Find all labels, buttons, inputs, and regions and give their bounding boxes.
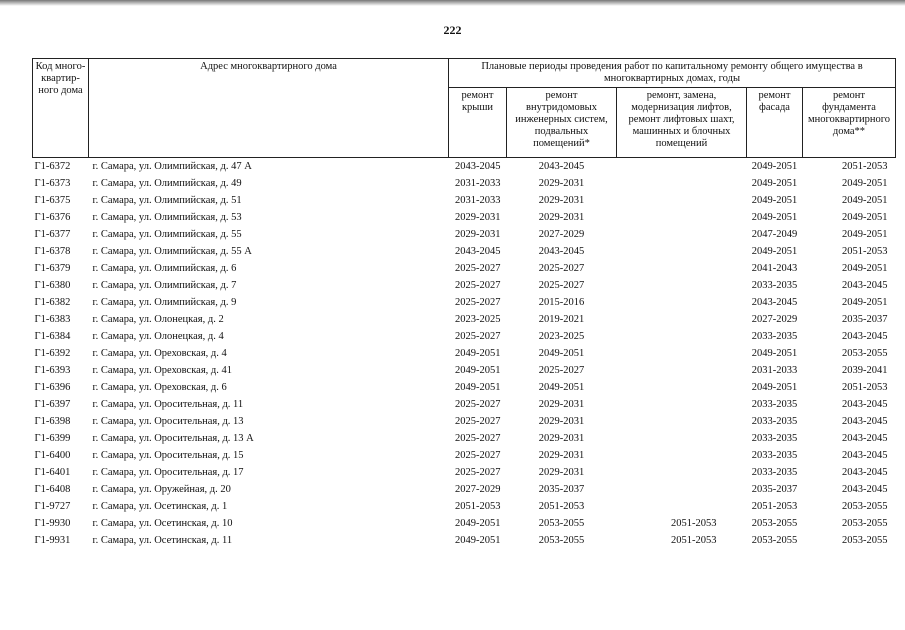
cell-code: Г1-6379 [34, 263, 71, 274]
table-row [33, 447, 896, 464]
cell-facade: 2027-2029 [751, 314, 798, 325]
cell-roof: 2025-2027 [455, 263, 501, 274]
cell-code: Г1-6401 [34, 467, 71, 478]
cell-lifts [617, 430, 747, 447]
cell-address: г. Самара, ул. Олимпийская, д. 9 [92, 297, 237, 308]
table-row [33, 464, 896, 481]
cell-foundation: 2043-2045 [842, 416, 888, 427]
cell-roof: 2027-2029 [455, 484, 501, 495]
cell-facade: 2049-2051 [751, 246, 798, 257]
cell-facade: 2033-2035 [751, 280, 798, 291]
cell-lifts [617, 345, 747, 362]
cell-foundation: 2049-2051 [842, 212, 888, 223]
header-facade: ремонт фасада [747, 88, 803, 158]
cell-lifts [617, 158, 747, 176]
cell-code: Г1-6372 [33, 158, 89, 176]
cell-code: Г1-9931 [34, 535, 71, 546]
table-row [33, 396, 896, 413]
cell-address: г. Самара, ул. Оросительная, д. 17 [92, 467, 244, 478]
cell-code: Г1-6384 [34, 331, 71, 342]
cell-foundation: 2051-2053 [842, 382, 888, 393]
cell-lifts [617, 396, 747, 413]
cell-code: Г1-6400 [34, 450, 71, 461]
cell-lifts [617, 209, 747, 226]
cell-lifts [617, 226, 747, 243]
header-periods-group: Плановые периоды проведения работ по капитальному ремонту общего имущества в многоквартирных домах, годы [449, 59, 896, 88]
cell-lifts [617, 498, 747, 515]
cell-address: г. Самара, ул. Олимпийская, д. 47 А [89, 158, 449, 176]
cell-facade: 2033-2035 [751, 467, 798, 478]
cell-roof: 2031-2033 [455, 178, 501, 189]
table-row [33, 379, 896, 396]
cell-foundation: 2053-2055 [842, 535, 888, 546]
cell-foundation: 2043-2045 [842, 484, 888, 495]
header-roof: ремонт крыши [449, 88, 507, 158]
cell-lifts [617, 243, 747, 260]
cell-foundation: 2049-2051 [842, 178, 888, 189]
cell-systems: 2029-2031 [538, 416, 585, 427]
cell-systems: 2043-2045 [538, 246, 585, 257]
table-row [33, 481, 896, 498]
cell-facade: 2033-2035 [751, 416, 798, 427]
cell-code: Г1-6408 [34, 484, 71, 495]
cell-systems: 2019-2021 [538, 314, 585, 325]
cell-roof: 2043-2045 [455, 246, 501, 257]
cell-facade: 2031-2033 [751, 365, 798, 376]
cell-facade: 2049-2051 [751, 178, 798, 189]
cell-roof: 2025-2027 [455, 416, 501, 427]
cell-address: г. Самара, ул. Олонецкая, д. 4 [92, 331, 224, 342]
cell-lifts [617, 175, 747, 192]
cell-roof: 2049-2051 [455, 535, 501, 546]
cell-code: Г1-6392 [34, 348, 71, 359]
cell-roof: 2051-2053 [455, 501, 501, 512]
table-row [33, 294, 896, 311]
cell-foundation: 2051-2053 [842, 246, 888, 257]
cell-foundation: 2049-2051 [842, 263, 888, 274]
cell-address: г. Самара, ул. Олимпийская, д. 55 А [92, 246, 252, 257]
cell-address: г. Самара, ул. Осетинская, д. 10 [92, 518, 233, 529]
cell-lifts [617, 277, 747, 294]
table-row [33, 345, 896, 362]
cell-facade: 2033-2035 [751, 433, 798, 444]
cell-foundation: 2043-2045 [842, 331, 888, 342]
cell-foundation: 2051-2053 [803, 158, 896, 176]
cell-lifts [617, 464, 747, 481]
table-row [33, 192, 896, 209]
table-row [33, 175, 896, 192]
cell-address: г. Самара, ул. Оросительная, д. 13 А [92, 433, 254, 444]
cell-address: г. Самара, ул. Олимпийская, д. 7 [92, 280, 237, 291]
table-row [33, 158, 896, 176]
header-foundation: ремонт фундамента многоквартирного дома** [803, 88, 896, 158]
cell-lifts [617, 328, 747, 345]
cell-foundation: 2053-2055 [842, 501, 888, 512]
cell-facade: 2033-2035 [751, 399, 798, 410]
table-row [33, 260, 896, 277]
cell-facade: 2049-2051 [751, 195, 798, 206]
cell-systems: 2015-2016 [538, 297, 585, 308]
table-row [33, 209, 896, 226]
cell-foundation: 2039-2041 [842, 365, 888, 376]
cell-foundation: 2049-2051 [842, 229, 888, 240]
cell-roof: 2029-2031 [455, 212, 501, 223]
cell-foundation: 2035-2037 [842, 314, 888, 325]
cell-facade: 2049-2051 [751, 382, 798, 393]
cell-systems: 2049-2051 [538, 348, 585, 359]
cell-facade: 2047-2049 [751, 229, 798, 240]
header-code: Код много-квартир-ного дома [33, 59, 89, 158]
table-row [33, 328, 896, 345]
cell-address: г. Самара, ул. Ореховская, д. 6 [92, 382, 227, 393]
cell-facade: 2053-2055 [751, 535, 798, 546]
header-systems: ремонт внутридомовых инженерных систем, подвальных помещений* [507, 88, 617, 158]
cell-facade: 2051-2053 [751, 501, 798, 512]
cell-facade: 2049-2051 [751, 348, 798, 359]
cell-systems: 2029-2031 [538, 450, 585, 461]
cell-lifts [617, 294, 747, 311]
cell-lifts [617, 447, 747, 464]
cell-roof: 2025-2027 [455, 433, 501, 444]
cell-foundation: 2049-2051 [842, 297, 888, 308]
cell-systems: 2053-2055 [538, 535, 585, 546]
cell-lifts: 2051-2053 [671, 518, 717, 529]
cell-roof: 2049-2051 [455, 365, 501, 376]
cell-roof: 2049-2051 [455, 518, 501, 529]
cell-foundation: 2049-2051 [842, 195, 888, 206]
cell-systems: 2029-2031 [538, 399, 585, 410]
cell-roof: 2031-2033 [455, 195, 501, 206]
cell-roof: 2023-2025 [455, 314, 501, 325]
cell-lifts: 2051-2053 [671, 535, 717, 546]
cell-lifts [617, 260, 747, 277]
cell-code: Г1-6376 [34, 212, 71, 223]
cell-code: Г1-6375 [34, 195, 71, 206]
table-row [33, 311, 896, 328]
cell-code: Г1-6382 [34, 297, 71, 308]
cell-code: Г1-6393 [34, 365, 71, 376]
cell-address: г. Самара, ул. Олимпийская, д. 49 [92, 178, 242, 189]
cell-address: г. Самара, ул. Оружейная, д. 20 [92, 484, 231, 495]
cell-roof: 2043-2045 [449, 158, 507, 176]
table-row [33, 413, 896, 430]
header-address: Адрес многоквартирного дома [89, 59, 449, 158]
table-row [33, 226, 896, 243]
cell-code: Г1-6398 [34, 416, 71, 427]
cell-facade: 2033-2035 [751, 331, 798, 342]
header-lifts: ремонт, замена, модернизация лифтов, ремонт лифтовых шахт, машинных и блочных помещений [617, 88, 747, 158]
table-row [33, 498, 896, 515]
cell-systems: 2043-2045 [507, 158, 617, 176]
cell-address: г. Самара, ул. Олимпийская, д. 6 [92, 263, 237, 274]
cell-code: Г1-6377 [34, 229, 71, 240]
cell-facade: 2053-2055 [751, 518, 798, 529]
cell-address: г. Самара, ул. Оросительная, д. 13 [92, 416, 244, 427]
cell-code: Г1-6399 [34, 433, 71, 444]
cell-facade: 2035-2037 [751, 484, 798, 495]
cell-systems: 2049-2051 [538, 382, 585, 393]
page-number: 222 [443, 23, 462, 37]
table-row [33, 430, 896, 447]
cell-systems: 2029-2031 [538, 467, 585, 478]
table-row [33, 362, 896, 379]
cell-systems: 2027-2029 [538, 229, 585, 240]
table-body [33, 158, 896, 550]
cell-facade: 2049-2051 [747, 158, 803, 176]
cell-code: Г1-6397 [34, 399, 71, 410]
repair-schedule-table [32, 58, 896, 549]
table-row [33, 243, 896, 260]
table-row [33, 515, 896, 532]
cell-systems: 2029-2031 [538, 178, 585, 189]
cell-foundation: 2053-2055 [842, 348, 888, 359]
cell-code: Г1-9930 [34, 518, 71, 529]
cell-roof: 2049-2051 [455, 348, 501, 359]
cell-address: г. Самара, ул. Олимпийская, д. 51 [92, 195, 242, 206]
cell-systems: 2029-2031 [538, 433, 585, 444]
cell-address: г. Самара, ул. Ореховская, д. 4 [92, 348, 227, 359]
cell-systems: 2025-2027 [538, 280, 585, 291]
cell-lifts [617, 362, 747, 379]
cell-foundation: 2043-2045 [842, 280, 888, 291]
cell-address: г. Самара, ул. Оросительная, д. 15 [92, 450, 244, 461]
cell-lifts [617, 311, 747, 328]
cell-lifts [617, 192, 747, 209]
cell-roof: 2025-2027 [455, 331, 501, 342]
cell-foundation: 2043-2045 [842, 399, 888, 410]
cell-address: г. Самара, ул. Осетинская, д. 11 [92, 535, 233, 546]
cell-systems: 2035-2037 [538, 484, 585, 495]
cell-address: г. Самара, ул. Олимпийская, д. 55 [92, 229, 242, 240]
cell-foundation: 2053-2055 [842, 518, 888, 529]
cell-foundation: 2043-2045 [842, 433, 888, 444]
cell-address: г. Самара, ул. Ореховская, д. 41 [92, 365, 232, 376]
cell-roof: 2049-2051 [455, 382, 501, 393]
cell-facade: 2041-2043 [751, 263, 798, 274]
cell-systems: 2029-2031 [538, 212, 585, 223]
cell-code: Г1-6396 [34, 382, 71, 393]
cell-address: г. Самара, ул. Оросительная, д. 11 [92, 399, 244, 410]
cell-address: г. Самара, ул. Осетинская, д. 1 [92, 501, 228, 512]
cell-lifts [617, 379, 747, 396]
cell-lifts [617, 481, 747, 498]
cell-systems: 2029-2031 [538, 195, 585, 206]
cell-foundation: 2043-2045 [842, 467, 888, 478]
cell-roof: 2025-2027 [455, 280, 501, 291]
cell-roof: 2029-2031 [455, 229, 501, 240]
cell-roof: 2025-2027 [455, 467, 501, 478]
cell-lifts [617, 413, 747, 430]
cell-code: Г1-6380 [34, 280, 71, 291]
table-row [33, 532, 896, 549]
scan-edge-shadow [0, 0, 905, 6]
cell-facade: 2043-2045 [751, 297, 798, 308]
cell-address: г. Самара, ул. Олонецкая, д. 2 [92, 314, 224, 325]
cell-code: Г1-6378 [34, 246, 71, 257]
cell-systems: 2053-2055 [538, 518, 585, 529]
cell-code: Г1-6373 [34, 178, 71, 189]
cell-systems: 2051-2053 [538, 501, 585, 512]
cell-systems: 2025-2027 [538, 365, 585, 376]
cell-roof: 2025-2027 [455, 450, 501, 461]
cell-roof: 2025-2027 [455, 399, 501, 410]
cell-foundation: 2043-2045 [842, 450, 888, 461]
cell-facade: 2049-2051 [751, 212, 798, 223]
table-row [33, 277, 896, 294]
cell-address: г. Самара, ул. Олимпийская, д. 53 [92, 212, 242, 223]
cell-code: Г1-9727 [34, 501, 71, 512]
cell-roof: 2025-2027 [455, 297, 501, 308]
cell-systems: 2025-2027 [538, 263, 585, 274]
cell-code: Г1-6383 [34, 314, 71, 325]
cell-facade: 2033-2035 [751, 450, 798, 461]
cell-systems: 2023-2025 [538, 331, 585, 342]
